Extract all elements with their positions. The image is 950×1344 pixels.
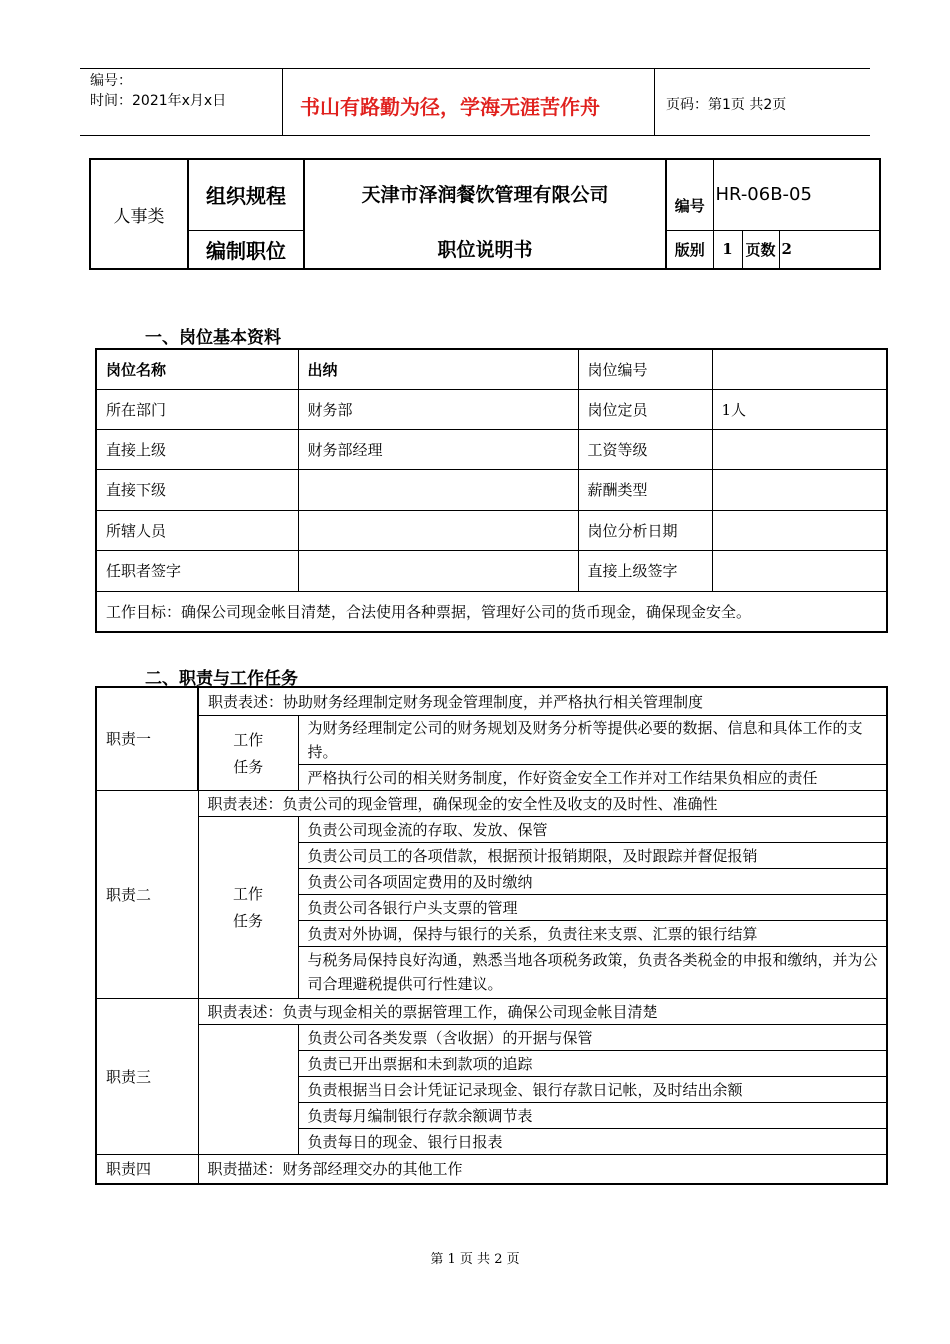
cell-value-pay-type xyxy=(712,469,887,510)
pages-value: 2 xyxy=(779,230,880,269)
cell-label-staff: 所辖人员 xyxy=(96,510,298,550)
code-label: 编号 xyxy=(666,159,713,230)
cell-label-position-name: 岗位名称 xyxy=(96,349,298,389)
duty3-task-2: 负责已开出票据和未到款项的追踪 xyxy=(298,1050,887,1076)
cell-label-analysis-date: 岗位分析日期 xyxy=(578,510,712,550)
basic-info-table xyxy=(95,348,888,633)
cell-value-staff xyxy=(298,510,578,550)
duty3-task-1: 负责公司各类发票（含收据）的开据与保管 xyxy=(298,1024,887,1050)
duty2-task-label xyxy=(198,816,298,998)
duty1-task-label-2: 任务 xyxy=(233,757,264,776)
cell-label-holder-signature: 任职者签字 xyxy=(96,550,298,591)
header-motto: 书山有路勤为径，学海无涯苦作舟 xyxy=(300,95,600,119)
section1-title: 一、岗位基本资料 xyxy=(145,328,281,348)
duty3-task-label-empty xyxy=(198,1024,298,1154)
duty2-task-1: 负责公司现金流的存取、发放、保管 xyxy=(298,816,887,842)
doc-title: 职位说明书 xyxy=(437,239,533,261)
duty3-description: 职责表述：负责与现金相关的票据管理工作，确保公司现金帐目清楚 xyxy=(198,998,887,1024)
cell-value-analysis-date xyxy=(712,510,887,550)
cell-value-headcount: 1人 xyxy=(712,389,887,429)
duty2-task-4: 负责公司各银行户头支票的管理 xyxy=(298,894,887,920)
duty3-name: 职责三 xyxy=(96,998,198,1154)
duty1-task-1: 为财务经理制定公司的财务规划及财务分析等提供必要的数据、信息和具体工作的支持。 xyxy=(298,715,887,764)
section2-title: 二、职责与工作任务 xyxy=(145,669,298,689)
cell-value-department: 财务部 xyxy=(298,389,578,429)
company-name: 天津市泽润餐饮管理有限公司 xyxy=(361,184,609,206)
duty2-task-label-1: 工作 xyxy=(232,885,263,903)
duty1-task-label xyxy=(198,715,298,790)
cell-label-department: 所在部门 xyxy=(96,389,298,429)
label-position: 编制职位 xyxy=(188,230,304,269)
duty2-name: 职责二 xyxy=(96,790,198,998)
cell-label-superior-signature: 直接上级签字 xyxy=(578,550,712,591)
footer-page-number: 第 1 页 共 2 页 xyxy=(430,1252,520,1267)
duty4-description: 职责描述：财务部经理交办的其他工作 xyxy=(198,1154,887,1184)
duty2-task-3: 负责公司各项固定费用的及时缴纳 xyxy=(298,868,887,894)
cell-value-subordinate xyxy=(298,469,578,510)
doc-category: 人事类 xyxy=(90,159,188,269)
duty1-description: 职责表述：协助财务经理制定财务现金管理制度，并严格执行相关管理制度 xyxy=(198,687,887,715)
work-goal: 工作目标：确保公司现金帐目清楚，合法使用各种票据，管理好公司的货币现金，确保现金安全。 xyxy=(96,591,887,632)
duty1-name: 职责一 xyxy=(96,687,198,790)
duty3-task-4: 负责每月编制银行存款余额调节表 xyxy=(298,1102,887,1128)
cell-label-position-code: 岗位编号 xyxy=(578,349,712,389)
cell-value-holder-signature xyxy=(298,550,578,591)
duties-table xyxy=(95,686,888,1185)
cell-value-superior-signature xyxy=(712,550,887,591)
duty2-description: 职责表述：负责公司的现金管理，确保现金的安全性及收支的及时性、准确性 xyxy=(198,790,887,816)
version-value: 1 xyxy=(713,230,742,269)
duty2-task-label-2: 任务 xyxy=(232,912,263,930)
duty1-task-label-1: 工作 xyxy=(233,730,264,749)
cell-value-superior: 财务部经理 xyxy=(298,429,578,469)
doc-time-label: 时间：2021年x月x日 xyxy=(90,93,227,109)
cell-value-salary-grade xyxy=(712,429,887,469)
cell-label-superior: 直接上级 xyxy=(96,429,298,469)
duty2-task-6: 与税务局保持良好沟通，熟悉当地各项税务政策，负责各类税金的申报和缴纳，并为公司合理避税提供可行性建议。 xyxy=(298,946,887,998)
header-page-info: 页码：第1页 共2页 xyxy=(666,97,787,113)
duty2-task-2: 负责公司员工的各项借款，根据预计报销期限，及时跟踪并督促报销 xyxy=(298,842,887,868)
cell-label-subordinate: 直接下级 xyxy=(96,469,298,510)
duty3-task-3: 负责根据当日会计凭证记录现金、银行存款日记帐，及时结出余额 xyxy=(298,1076,887,1102)
cell-label-salary-grade: 工资等级 xyxy=(578,429,712,469)
label-org-rules: 组织规程 xyxy=(188,159,304,230)
duty3-task-5: 负责每日的现金、银行日报表 xyxy=(298,1128,887,1154)
duty4-name: 职责四 xyxy=(96,1154,198,1184)
duty2-task-5: 负责对外协调，保持与银行的关系，负责往来支票、汇票的银行结算 xyxy=(298,920,887,946)
pages-label: 页数 xyxy=(742,230,779,269)
cell-value-position-code xyxy=(712,349,887,389)
doc-number-label: 编号： xyxy=(90,73,132,89)
company-and-title xyxy=(304,159,666,269)
code-value: HR-06B-05 xyxy=(713,159,880,230)
duty1-task-2: 严格执行公司的相关财务制度，作好资金安全工作并对工作结果负相应的责任 xyxy=(298,764,887,790)
cell-label-pay-type: 薪酬类型 xyxy=(578,469,712,510)
cell-value-position-name: 出纳 xyxy=(298,349,578,389)
cell-label-headcount: 岗位定员 xyxy=(578,389,712,429)
doc-header-table xyxy=(89,158,881,270)
version-label: 版别 xyxy=(666,230,713,269)
